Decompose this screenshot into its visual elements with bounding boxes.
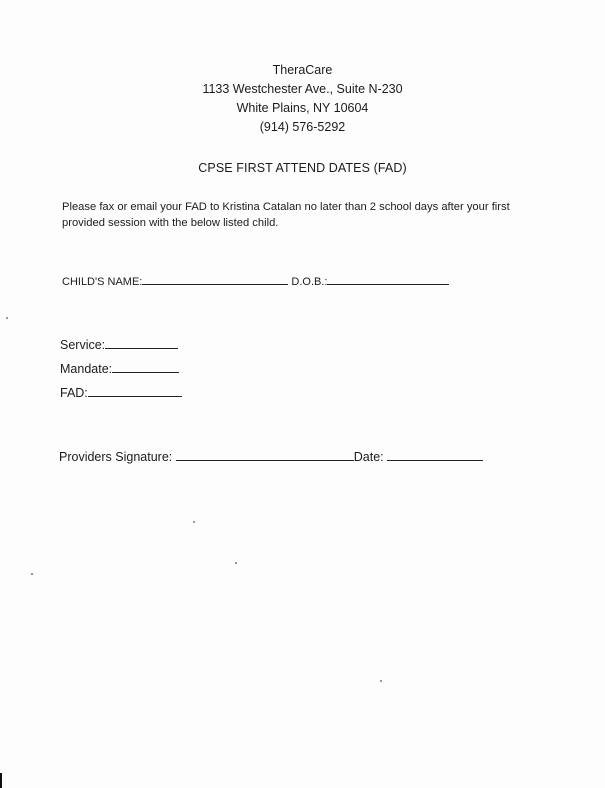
address-line-1: 1133 Westchester Ave., Suite N-230: [202, 82, 403, 96]
phone-number: (914) 576-5292: [259, 120, 346, 134]
signature-label: Providers Signature:: [59, 450, 173, 464]
signature-field[interactable]: [176, 448, 354, 461]
dob-label: D.O.B.:: [291, 276, 328, 288]
instructions-text: Please fax or email your FAD to Kristina Catalan no later than 2 school days after your first provided session with the below listed child.: [62, 201, 510, 229]
scan-speck: [31, 573, 33, 575]
form-title: CPSE FIRST ATTEND DATES (FAD): [198, 161, 407, 175]
mandate-field[interactable]: [112, 360, 179, 373]
fad-label: FAD:: [60, 386, 88, 400]
service-row: [60, 336, 178, 352]
mandate-row: [60, 360, 179, 376]
scan-speck: [6, 317, 8, 319]
child-info-row: [62, 272, 449, 288]
scan-speck: [380, 680, 382, 682]
service-field[interactable]: [105, 336, 178, 349]
letterhead: [0, 61, 605, 137]
child-name-field[interactable]: [142, 272, 288, 285]
date-field[interactable]: [387, 448, 483, 461]
scan-speck: [235, 562, 237, 564]
scan-speck: [193, 521, 195, 523]
child-name-label: CHILD'S NAME:: [62, 276, 143, 288]
fad-field[interactable]: [88, 384, 182, 397]
fad-row: [60, 384, 182, 400]
mandate-label: Mandate:: [60, 362, 113, 376]
dob-field[interactable]: [327, 272, 449, 285]
address-line-2: White Plains, NY 10604: [236, 101, 369, 115]
signature-row: [59, 448, 483, 464]
scan-edge-mark: [0, 773, 2, 788]
org-name: TheraCare: [272, 63, 333, 77]
date-label: Date:: [353, 450, 384, 464]
service-label: Service:: [60, 338, 106, 352]
